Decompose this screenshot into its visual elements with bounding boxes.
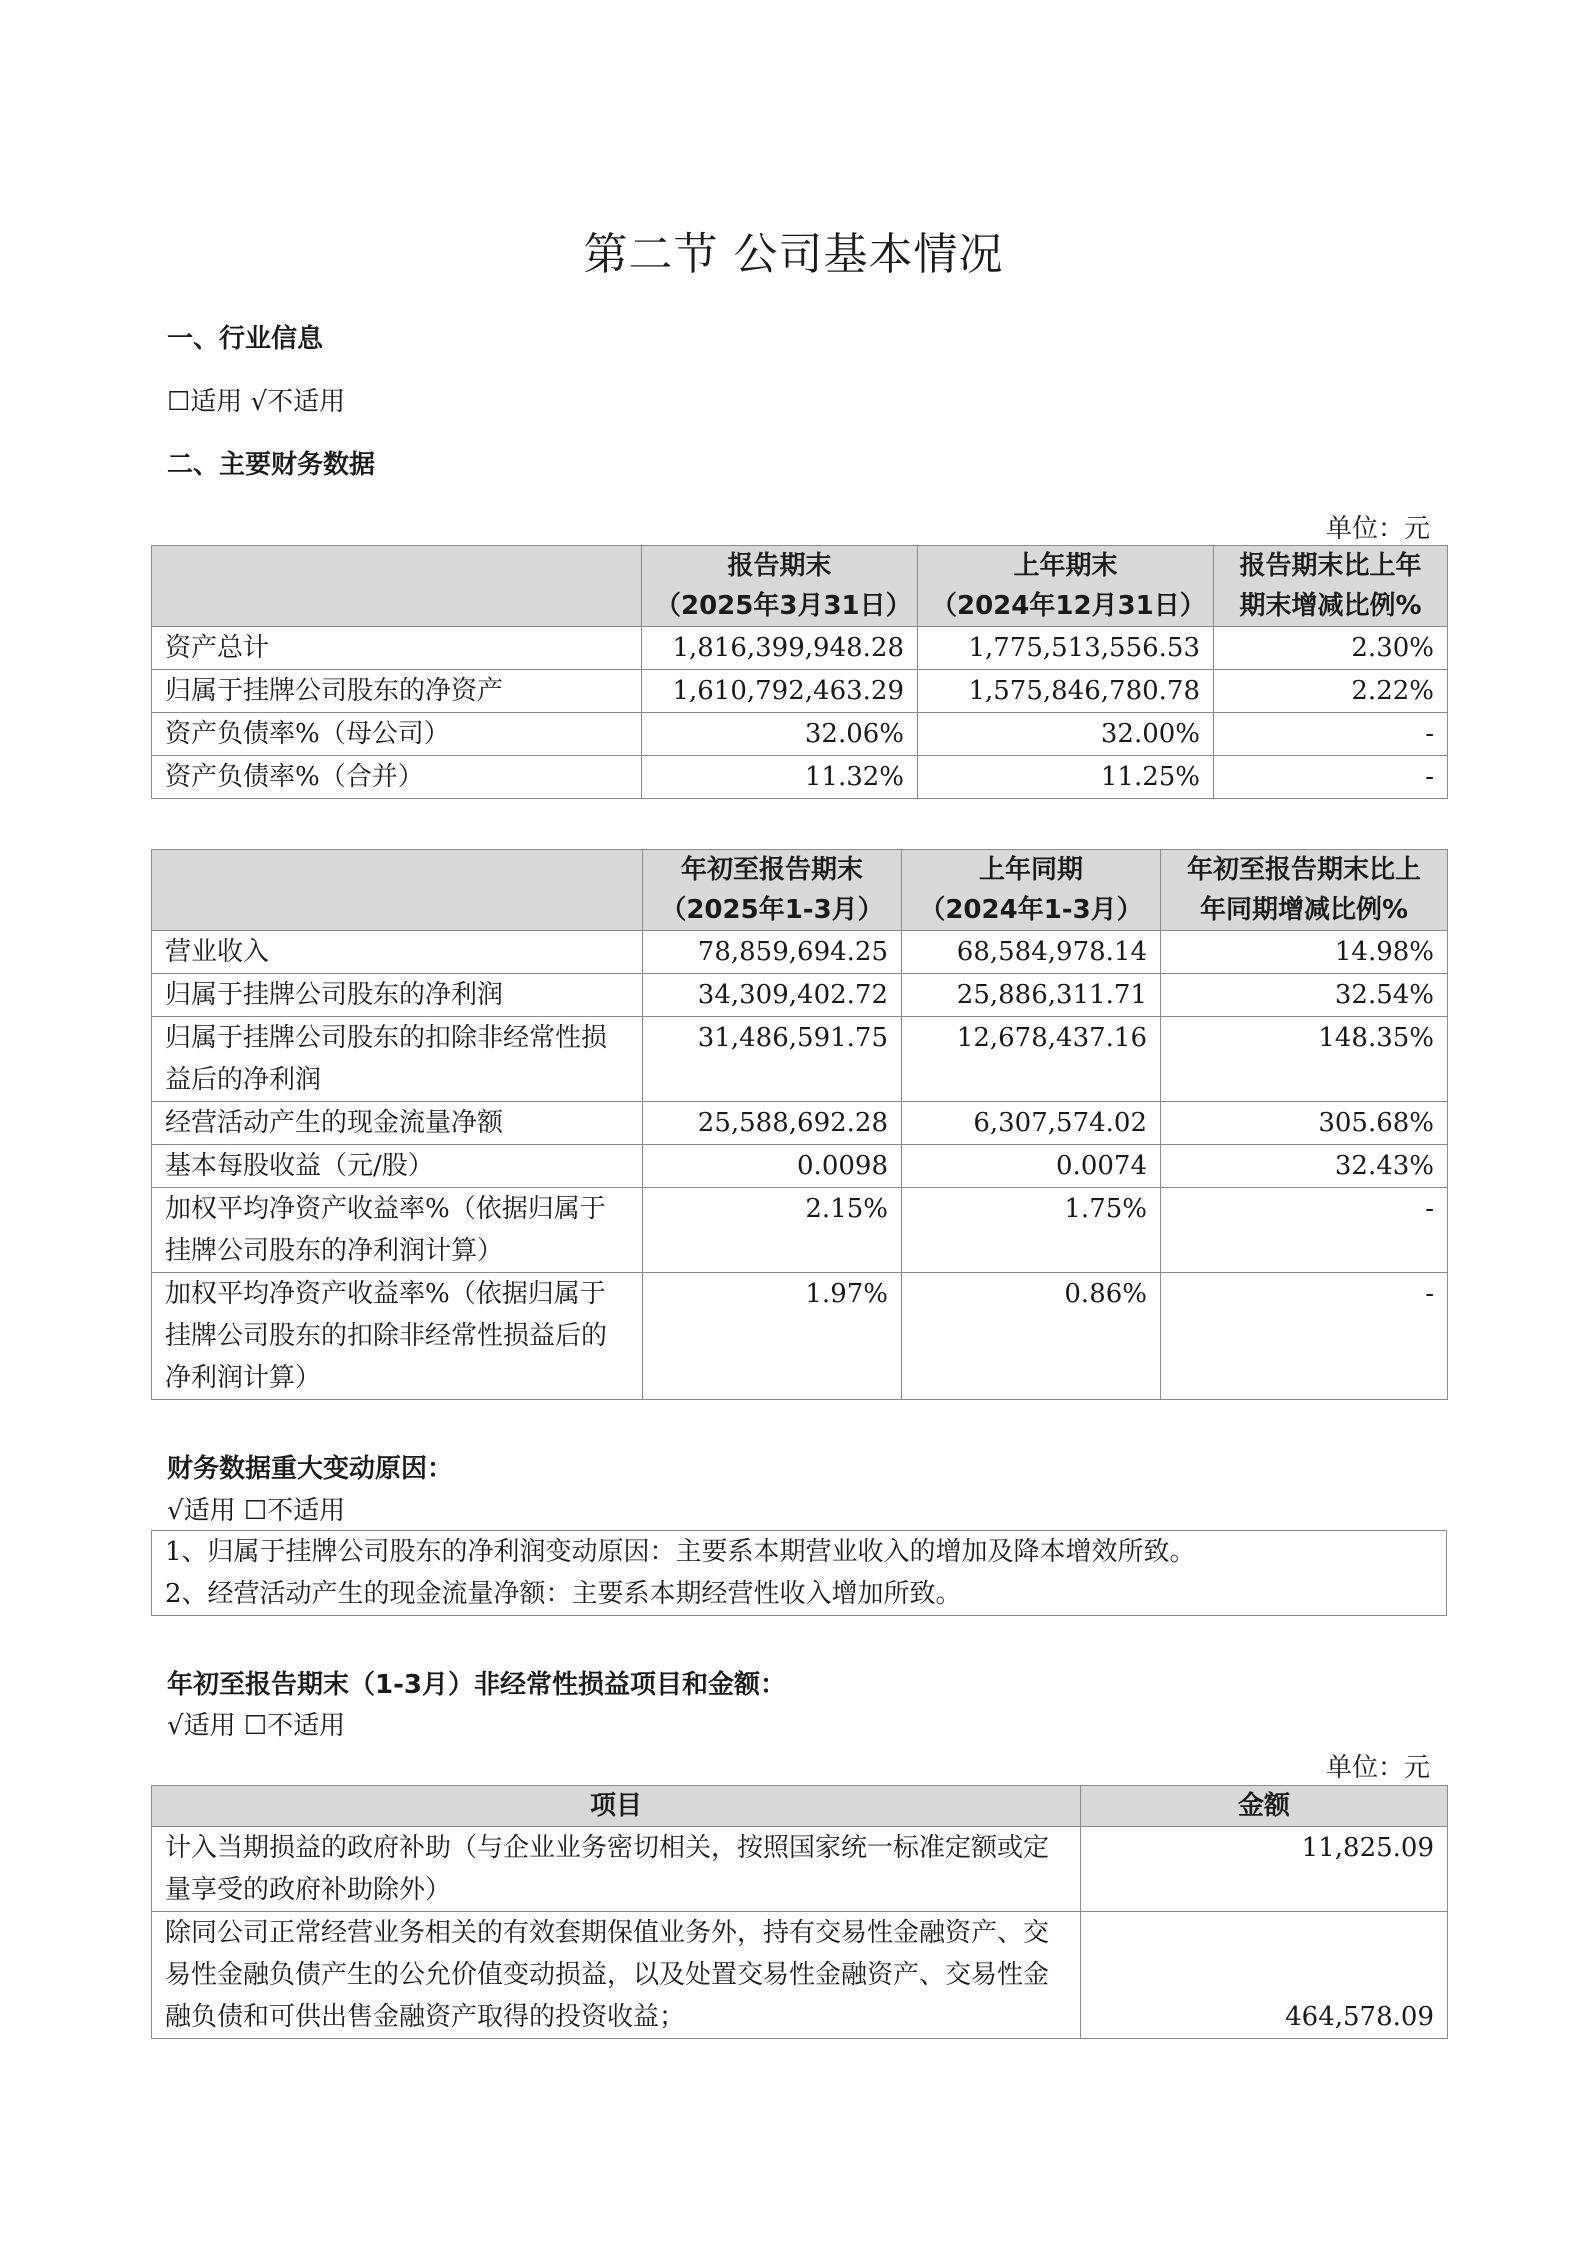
changes-heading: 财务数据重大变动原因： — [167, 1454, 454, 1484]
cell-value: 148.35% — [1161, 1017, 1448, 1102]
table-row — [152, 713, 1448, 756]
cell-value: 31,486,591.75 — [643, 1017, 902, 1102]
cell-value: 2.15% — [643, 1188, 902, 1273]
reason-text: 1、归属于挂牌公司股东的净利润变动原因：主要系本期营业收入的增加及降本增效所致。 — [152, 1531, 1447, 1574]
table-header-row — [152, 1786, 1448, 1827]
table-row — [152, 931, 1448, 974]
table-row — [152, 1102, 1448, 1145]
table-header: 项目 — [152, 1786, 1081, 1827]
cell-value: - — [1214, 756, 1448, 799]
table-row — [152, 1273, 1448, 1400]
header-line: 上年期末 — [1013, 551, 1118, 581]
amount-value: 464,578.09 — [1081, 1912, 1448, 2039]
section2-heading: 二、主要财务数据 — [167, 450, 376, 480]
table-row — [152, 670, 1448, 713]
cell-value: 305.68% — [1161, 1102, 1448, 1145]
table-row — [152, 1827, 1448, 1912]
row-label: 资产负债率%（母公司） — [152, 713, 642, 756]
cell-value: 1,816,399,948.28 — [642, 627, 918, 670]
cell-value: 0.86% — [902, 1273, 1161, 1400]
cell-value: 32.00% — [918, 713, 1214, 756]
cell-value: 11.32% — [642, 756, 918, 799]
row-label: 营业收入 — [152, 931, 643, 974]
cell-value: 2.22% — [1214, 670, 1448, 713]
cell-value: 1,575,846,780.78 — [918, 670, 1214, 713]
unit-label: 单位：元 — [1325, 1753, 1430, 1783]
amount-value: 11,825.09 — [1081, 1827, 1448, 1912]
cell-value: - — [1161, 1188, 1448, 1273]
item-text: 除同公司正常经营业务相关的有效套期保值业务外，持有交易性金融资产、交易性金融负债产生的公允价值变动损益，以及处置交易性金融资产、交易性金融负债和可供出售金融资产取得的投资收益； — [152, 1912, 1081, 2039]
cell-value: 0.0098 — [643, 1145, 902, 1188]
section1-heading: 一、行业信息 — [167, 324, 324, 354]
cell-value: 1,775,513,556.53 — [918, 627, 1214, 670]
header-line: 上年同期 — [978, 855, 1083, 885]
balance-table — [151, 545, 1448, 799]
non-recurring-heading: 年初至报告期末（1-3月）非经常性损益项目和金额： — [167, 1670, 786, 1700]
header-line: （2024年12月31日） — [931, 591, 1206, 621]
cell-value: 78,859,694.25 — [643, 931, 902, 974]
table-row — [152, 1145, 1448, 1188]
row-label: 基本每股收益（元/股） — [152, 1145, 643, 1188]
cell-value: 32.54% — [1161, 974, 1448, 1017]
cell-value: 1.97% — [643, 1273, 902, 1400]
table-header: 金额 — [1081, 1786, 1448, 1827]
cell-value: 1,610,792,463.29 — [642, 670, 918, 713]
header-line: 年初至报告期末 — [680, 855, 863, 885]
header-line: （2025年1-3月） — [660, 895, 884, 925]
header-line: 年同期增减比例% — [1199, 895, 1409, 925]
table-header-blank — [152, 546, 642, 627]
table-header — [918, 546, 1214, 627]
unit-label: 单位：元 — [1325, 514, 1430, 544]
table-header-blank — [152, 850, 643, 931]
reason-text: 2、经营活动产生的现金流量净额：主要系本期经营性收入增加所致。 — [152, 1573, 1447, 1616]
table-row — [152, 1912, 1448, 2039]
row-label: 资产负债率%（合并） — [152, 756, 642, 799]
table-row — [152, 1531, 1447, 1574]
non-recurring-table — [151, 1785, 1448, 2039]
header-line: 年初至报告期末比上 — [1186, 855, 1421, 885]
row-label: 加权平均净资产收益率%（依据归属于挂牌公司股东的净利润计算） — [152, 1188, 643, 1273]
cell-value: 32.06% — [642, 713, 918, 756]
cell-value: 25,588,692.28 — [643, 1102, 902, 1145]
table-header — [642, 546, 918, 627]
header-line: 报告期末 — [727, 551, 832, 581]
header-line: 报告期末比上年 — [1239, 551, 1422, 581]
row-label: 归属于挂牌公司股东的净资产 — [152, 670, 642, 713]
cell-value: 34,309,402.72 — [643, 974, 902, 1017]
income-table — [151, 849, 1448, 1400]
table-row — [152, 1573, 1447, 1616]
row-label: 经营活动产生的现金流量净额 — [152, 1102, 643, 1145]
table-row — [152, 1188, 1448, 1273]
table-row — [152, 627, 1448, 670]
header-line: 期末增减比例% — [1239, 591, 1422, 621]
table-row — [152, 756, 1448, 799]
table-row — [152, 1017, 1448, 1102]
section1-applicability: ☐适用 √不适用 — [167, 387, 346, 417]
page-title: 第二节 公司基本情况 — [583, 229, 1004, 280]
row-label: 加权平均净资产收益率%（依据归属于挂牌公司股东的扣除非经常性损益后的净利润计算） — [152, 1273, 643, 1400]
cell-value: 11.25% — [918, 756, 1214, 799]
table-header — [1161, 850, 1448, 931]
table-header-row — [152, 546, 1448, 627]
cell-value: 1.75% — [902, 1188, 1161, 1273]
cell-value: 6,307,574.02 — [902, 1102, 1161, 1145]
non-recurring-applicability: √适用 ☐不适用 — [167, 1711, 346, 1741]
row-label: 归属于挂牌公司股东的净利润 — [152, 974, 643, 1017]
table-header — [643, 850, 902, 931]
cell-value: 2.30% — [1214, 627, 1448, 670]
cell-value: 68,584,978.14 — [902, 931, 1161, 974]
item-text: 计入当期损益的政府补助（与企业业务密切相关，按照国家统一标准定额或定量享受的政府补助除外） — [152, 1827, 1081, 1912]
cell-value: 32.43% — [1161, 1145, 1448, 1188]
table-header — [902, 850, 1161, 931]
table-row — [152, 974, 1448, 1017]
table-header — [1214, 546, 1448, 627]
changes-applicability: √适用 ☐不适用 — [167, 1496, 346, 1526]
cell-value: 14.98% — [1161, 931, 1448, 974]
cell-value: 25,886,311.71 — [902, 974, 1161, 1017]
changes-reasons-table — [151, 1530, 1447, 1616]
header-line: （2025年3月31日） — [655, 591, 912, 621]
cell-value: 0.0074 — [902, 1145, 1161, 1188]
table-header-row — [152, 850, 1448, 931]
cell-value: 12,678,437.16 — [902, 1017, 1161, 1102]
cell-value: - — [1161, 1273, 1448, 1400]
row-label: 归属于挂牌公司股东的扣除非经常性损益后的净利润 — [152, 1017, 643, 1102]
row-label: 资产总计 — [152, 627, 642, 670]
cell-value: - — [1214, 713, 1448, 756]
header-line: （2024年1-3月） — [919, 895, 1143, 925]
